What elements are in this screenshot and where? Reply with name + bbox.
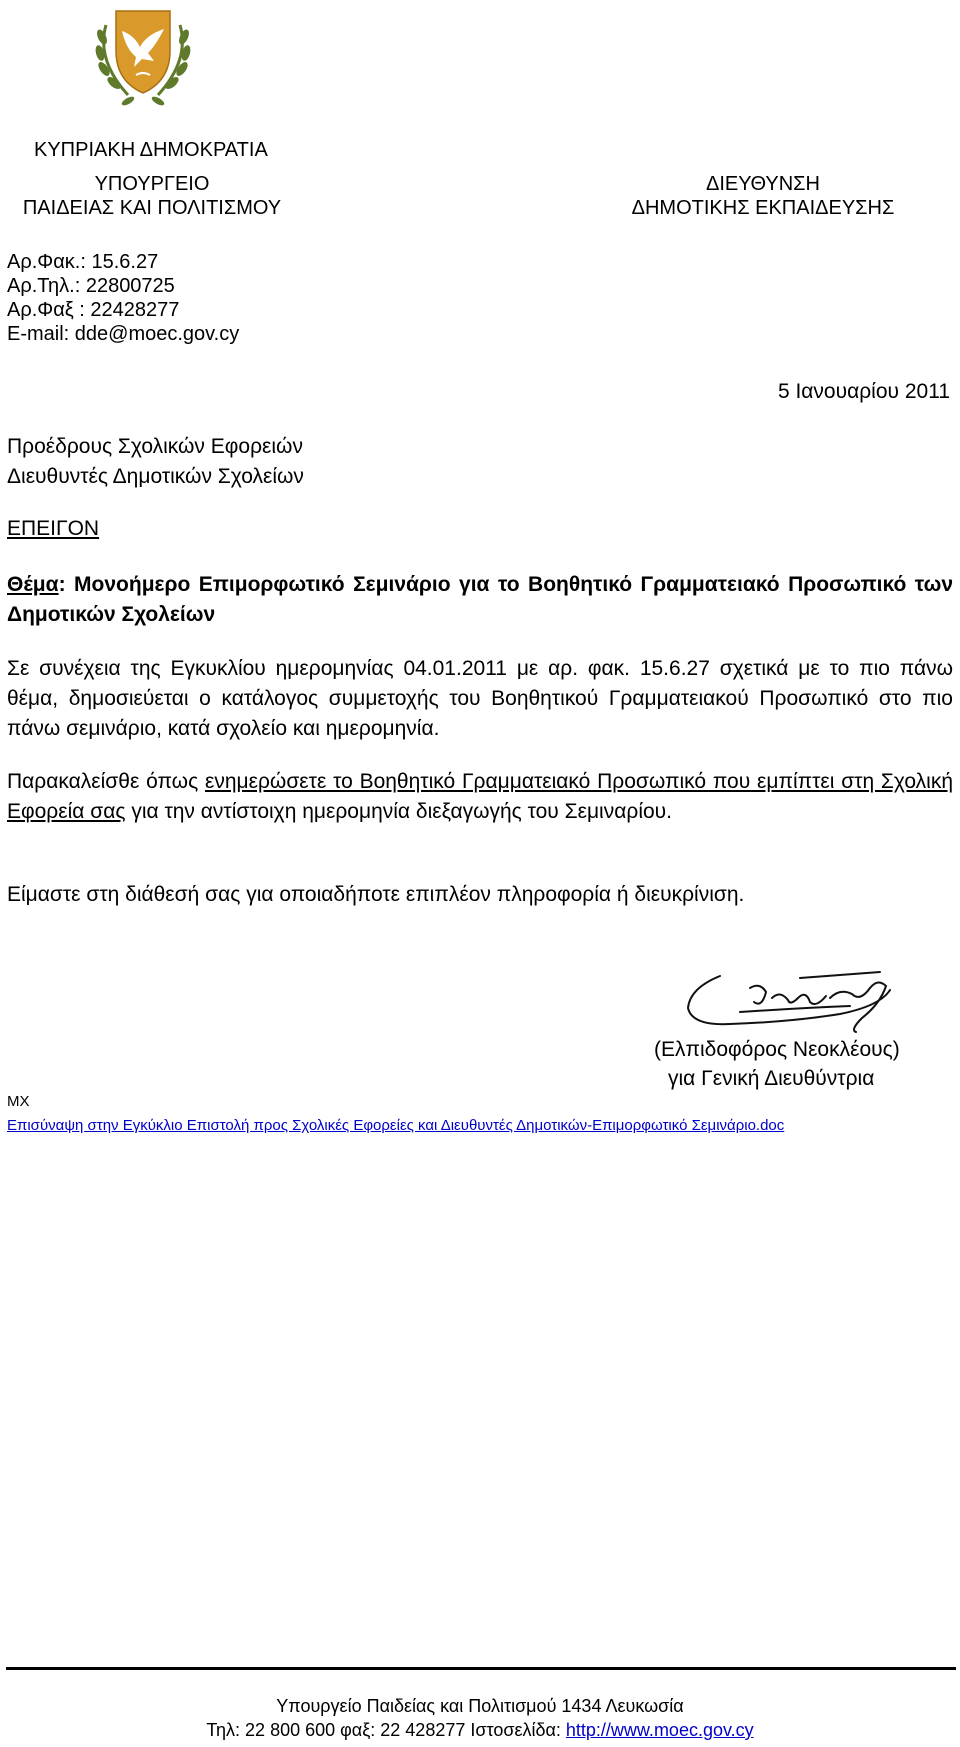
coat-of-arms-icon <box>88 5 198 113</box>
subject <box>7 570 953 630</box>
body-paragraph-1: Σε συνέχεια της Εγκυκλίου ημερομηνίας 04.01.2011 με αρ. φακ. 15.6.27 σχετικά με το πιο πάνω θέμα, δημοσιεύεται ο κατάλογος συμμετοχής του Βοηθητικού Γραμματειακού Προσωπικό στο πιο πάνω σεμινάριο, κατά σχολείο και ημερομηνία. <box>7 657 953 740</box>
file-number: Αρ.Φακ.: 15.6.27 <box>7 251 159 273</box>
department-line2: ΔΗΜΟΤΙΚΗΣ ΕΚΠΑΙΔΕΥΣΗΣ <box>631 197 895 219</box>
department-name <box>610 172 916 220</box>
footer-address: Υπουργείο Παιδείας και Πολιτισμού 1434 Λευκωσία <box>276 1696 684 1716</box>
email: E-mail: dde@moec.gov.cy <box>7 323 240 345</box>
footer-divider <box>6 1667 956 1670</box>
footer-contact-text: Τηλ: 22 800 600 φαξ: 22 428277 Ιστοσελίδα: <box>206 1720 566 1740</box>
recipients <box>7 432 304 492</box>
ministry-name <box>0 172 304 220</box>
ministry-line1: ΥΠΟΥΡΓΕΙΟ <box>94 173 210 195</box>
footer-contact <box>0 1719 960 1741</box>
recipient-line2: Διευθυντές Δημοτικών Σχολείων <box>7 465 304 488</box>
attachment-link[interactable] <box>7 1117 784 1135</box>
fax: Αρ.Φαξ : 22428277 <box>7 299 180 321</box>
ministry-line2: ΠΑΙΔΕΙΑΣ ΚΑΙ ΠΟΛΙΤΙΣΜΟΥ <box>22 197 282 219</box>
body-paragraph-2 <box>7 767 953 827</box>
p2-start: Παρακαλείσθε όπως <box>7 770 205 793</box>
letter-date: 5 Ιανουαρίου 2011 <box>777 380 950 403</box>
footer-website-link[interactable]: http://www.moec.gov.cy <box>565 1720 754 1740</box>
signatory-name: (Ελπιδοφόρος Νεοκλέους) <box>654 1038 900 1061</box>
department-line1: ΔΙΕΥΘΥΝΣΗ <box>706 173 820 195</box>
reference-block <box>7 250 239 346</box>
p2-underlined: ενημερώσετε το Βοηθητικό Γραμματειακό Προσωπικό που εμπίπτει στη Σχολική Εφορεία σας <box>7 770 953 823</box>
recipient-line1: Προέδρους Σχολικών Εφορειών <box>7 435 303 458</box>
signature-icon <box>680 968 910 1038</box>
body-paragraph-3: Είμαστε στη διάθεσή σας για οποιαδήποτε επιπλέον πληροφορία ή διευκρίνιση. <box>7 883 745 906</box>
initials: ΜΧ <box>7 1093 30 1110</box>
signatory-role: για Γενική Διευθύντρια <box>668 1067 875 1090</box>
subject-label: Θέμα <box>7 573 59 596</box>
telephone: Αρ.Τηλ.: 22800725 <box>7 275 175 297</box>
p2-end: για την αντίστοιχη ημερομηνία διεξαγωγής του Σεμιναρίου. <box>125 800 672 823</box>
republic-name: ΚΥΠΡΙΑΚΗ ΔΗΜΟΚΡΑΤΙΑ <box>34 139 268 161</box>
attachment-link-text[interactable]: Επισύναψη στην Εγκύκλιο Επιστολή προς Σχολικές Εφορείες και Διευθυντές Δημοτικών-Επιμορφωτικό Σεμινάριο.doc <box>7 1117 785 1134</box>
subject-text: : Μονοήμερο Επιμορφωτικό Σεμινάριο για το Βοηθητικό Γραμματειακό Προσωπικό των Δημοτικών Σχολείων <box>7 573 953 626</box>
urgent-label: ΕΠΕΙΓΟΝ <box>7 517 100 540</box>
